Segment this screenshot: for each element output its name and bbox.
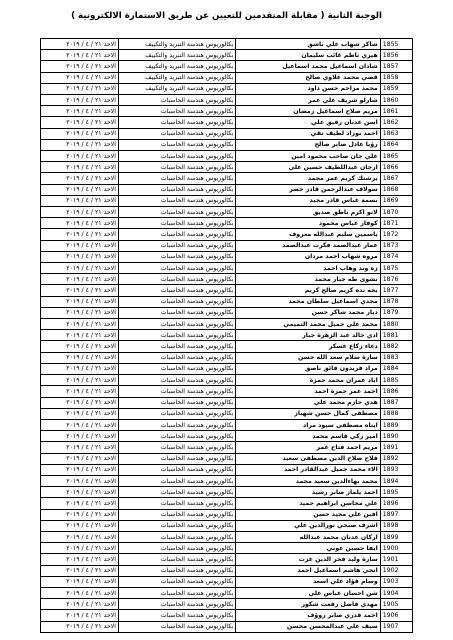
table-row (41, 274, 413, 285)
serial-number-cell: 1878 (380, 296, 412, 307)
interview-date-cell: الاحد ٢١ / ٤ / ٢٠١٩ (41, 397, 119, 408)
degree-specialization-cell: بكالوريوس هندسة الحاسبات (118, 139, 235, 150)
degree-specialization-cell: بكالوريوس هندسة الحاسبات (118, 565, 235, 576)
applicant-name-cell: علي محاسن ابراهيم حميد (236, 498, 380, 509)
serial-number-cell: 1873 (380, 240, 412, 251)
interview-date-cell: الاحد ٢١ / ٤ / ٢٠١٩ (41, 184, 119, 195)
table-row (41, 139, 413, 150)
interview-date-cell: الاحد ٢١ / ٤ / ٢٠١٩ (41, 72, 119, 83)
interview-date-cell: الاحد ٢١ / ٤ / ٢٠١٩ (41, 587, 119, 598)
applicant-name-cell: سيف علي عبدالمحسن محسن (236, 621, 380, 632)
degree-specialization-cell: بكالوريوس هندسة الحاسبات (118, 296, 235, 307)
interview-date-cell: الاحد ٢١ / ٤ / ٢٠١٩ (41, 509, 119, 520)
applicant-name-cell: اسن عدنان رفيق علي (236, 117, 380, 128)
serial-number-cell: 1864 (380, 139, 412, 150)
applicant-name-cell: سولاف عبدالرحمن قادر خضر (236, 184, 380, 195)
interview-date-cell: الاحد ٢١ / ٤ / ٢٠١٩ (41, 610, 119, 621)
table-row (41, 453, 413, 464)
table-row (41, 195, 413, 206)
table-row (41, 509, 413, 520)
serial-number-cell: 1881 (380, 330, 412, 341)
applicant-name-cell: مهدي فاضل رفعت شكور (236, 599, 380, 610)
applicant-name-cell: ارجان عبداللطيف حسين علي (236, 162, 380, 173)
serial-number-cell: 1879 (380, 307, 412, 318)
serial-number-cell: 1896 (380, 498, 412, 509)
interview-date-cell: الاحد ٢١ / ٤ / ٢٠١٩ (41, 375, 119, 386)
applicant-name-cell: فلاح صلاح الدين مصطفى سعيد (236, 453, 380, 464)
degree-specialization-cell: بكالوريوس هندسة الحاسبات (118, 576, 235, 587)
applicant-name-cell: شن احسان عباس علي (236, 587, 380, 598)
interview-date-cell: الاحد ٢١ / ٤ / ٢٠١٩ (41, 274, 119, 285)
table-row (41, 117, 413, 128)
degree-specialization-cell: بكالوريوس هندسة الحاسبات (118, 375, 235, 386)
interview-date-cell: الاحد ٢١ / ٤ / ٢٠١٩ (41, 442, 119, 453)
applicant-name-cell: نشوى طه جبار محمد (236, 274, 380, 285)
serial-number-cell: 1903 (380, 576, 412, 587)
serial-number-cell: 1859 (380, 83, 412, 94)
degree-specialization-cell: بكالوريوس هندسة الحاسبات (118, 475, 235, 486)
serial-number-cell: 1899 (380, 531, 412, 542)
interview-date-cell: الاحد ٢١ / ٤ / ٢٠١٩ (41, 520, 119, 531)
interview-date-cell: الاحد ٢١ / ٤ / ٢٠١٩ (41, 341, 119, 352)
applicant-name-cell: امير زكي قاسم محمد (236, 431, 380, 442)
table-row (41, 39, 413, 50)
table-row (41, 162, 413, 173)
interview-date-cell: الاحد ٢١ / ٤ / ٢٠١٩ (41, 531, 119, 542)
applicant-name-cell: مصطفى كمال حسن شهباز (236, 408, 380, 419)
serial-number-cell: 1900 (380, 543, 412, 554)
table-row (41, 72, 413, 83)
interview-date-cell: الاحد ٢١ / ٤ / ٢٠١٩ (41, 251, 119, 262)
serial-number-cell: 1868 (380, 184, 412, 195)
table-row (41, 487, 413, 498)
applicant-name-cell: عمار عبدالصمد فكرت عبدالصمد (236, 240, 380, 251)
applicant-name-cell: احمد نوزاد لطيف تقي (236, 128, 380, 139)
degree-specialization-cell: بكالوريوس هندسة الحاسبات (118, 431, 235, 442)
serial-number-cell: 1891 (380, 442, 412, 453)
degree-specialization-cell: بكالوريوس هندسة الحاسبات (118, 408, 235, 419)
interview-date-cell: الاحد ٢١ / ٤ / ٢٠١٩ (41, 83, 119, 94)
table-row (41, 285, 413, 296)
interview-date-cell: الاحد ٢١ / ٤ / ٢٠١٩ (41, 61, 119, 72)
degree-specialization-cell: بكالوريوس هندسة التبريد والتكييف (118, 72, 235, 83)
degree-specialization-cell: بكالوريوس هندسة الحاسبات (118, 419, 235, 430)
applicant-name-cell: ادي خالد عبد الزهرة جبار (236, 330, 380, 341)
table-row (41, 599, 413, 610)
table-row (41, 319, 413, 330)
table-row (41, 431, 413, 442)
interview-date-cell: الاحد ٢١ / ٤ / ٢٠١٩ (41, 576, 119, 587)
serial-number-cell: 1869 (380, 195, 412, 206)
table-row (41, 397, 413, 408)
interview-date-cell: الاحد ٢١ / ٤ / ٢٠١٩ (41, 218, 119, 229)
interview-date-cell: الاحد ٢١ / ٤ / ٢٠١٩ (41, 229, 119, 240)
serial-number-cell: 1885 (380, 375, 412, 386)
serial-number-cell: 1890 (380, 431, 412, 442)
table-row (41, 386, 413, 397)
interview-date-cell: الاحد ٢١ / ٤ / ٢٠١٩ (41, 128, 119, 139)
serial-number-cell: 1906 (380, 610, 412, 621)
serial-number-cell: 1884 (380, 363, 412, 374)
serial-number-cell: 1897 (380, 509, 412, 520)
serial-number-cell: 1855 (380, 39, 412, 50)
degree-specialization-cell: بكالوريوس هندسة الحاسبات (118, 218, 235, 229)
degree-specialization-cell: بكالوريوس هندسة الحاسبات (118, 173, 235, 184)
serial-number-cell: 1876 (380, 274, 412, 285)
degree-specialization-cell: بكالوريوس هندسة الحاسبات (118, 498, 235, 509)
table-row (41, 554, 413, 565)
degree-specialization-cell: بكالوريوس هندسة الحاسبات (118, 207, 235, 218)
applicant-name-cell: مراد فريدون فائق ناصق (236, 363, 380, 374)
applicant-name-cell: مريم احمد فتاح عمر (236, 442, 380, 453)
table-row (41, 330, 413, 341)
interview-date-cell: الاحد ٢١ / ٤ / ٢٠١٩ (41, 117, 119, 128)
applicant-name-cell: اشرف صبحي نورالدين علي (236, 520, 380, 531)
interview-date-cell: الاحد ٢١ / ٤ / ٢٠١٩ (41, 363, 119, 374)
degree-specialization-cell: بكالوريوس هندسة الحاسبات (118, 274, 235, 285)
degree-specialization-cell: بكالوريوس هندسة الحاسبات (118, 240, 235, 251)
applicant-name-cell: سارة سلام سعد الله حسن (236, 352, 380, 363)
applicant-name-cell: الاء محمد جميل عبدالقادر احمد (236, 464, 380, 475)
table-row (41, 475, 413, 486)
serial-number-cell: 1880 (380, 319, 412, 330)
table-row (41, 61, 413, 72)
interview-date-cell: الاحد ٢١ / ٤ / ٢٠١٩ (41, 39, 119, 50)
interview-date-cell: الاحد ٢١ / ٤ / ٢٠١٩ (41, 487, 119, 498)
table-row (41, 83, 413, 94)
serial-number-cell: 1871 (380, 218, 412, 229)
interview-date-cell: الاحد ٢١ / ٤ / ٢٠١٩ (41, 475, 119, 486)
applicants-table (40, 38, 413, 633)
degree-specialization-cell: بكالوريوس هندسة الحاسبات (118, 520, 235, 531)
applicant-name-cell: مروه شهاب احمد مردان (236, 251, 380, 262)
table-row (41, 464, 413, 475)
interview-date-cell: الاحد ٢١ / ٤ / ٢٠١٩ (41, 95, 119, 106)
table-row (41, 587, 413, 598)
applicant-name-cell: شارلو شريف علي عمر (236, 95, 380, 106)
applicant-name-cell: مجدي اسماعيل سلطان محمد (236, 296, 380, 307)
applicant-name-cell: كوفار عباس محمود (236, 218, 380, 229)
applicant-name-cell: ديار محمد شاكر حسن (236, 307, 380, 318)
applicant-name-cell: افين علي مجيد حسن (236, 509, 380, 520)
interview-date-cell: الاحد ٢١ / ٤ / ٢٠١٩ (41, 139, 119, 150)
serial-number-cell: 1874 (380, 251, 412, 262)
table-row (41, 184, 413, 195)
interview-date-cell: الاحد ٢١ / ٤ / ٢٠١٩ (41, 240, 119, 251)
degree-specialization-cell: بكالوريوس هندسة الحاسبات (118, 352, 235, 363)
table-row (41, 419, 413, 430)
degree-specialization-cell: بكالوريوس هندسة الحاسبات (118, 397, 235, 408)
serial-number-cell: 1902 (380, 565, 412, 576)
degree-specialization-cell: بكالوريوس هندسة الحاسبات (118, 610, 235, 621)
interview-date-cell: الاحد ٢١ / ٤ / ٢٠١٩ (41, 565, 119, 576)
table-row (41, 207, 413, 218)
table-row (41, 442, 413, 453)
table-row (41, 106, 413, 117)
applicant-name-cell: انجي هاشم اسماعيل احمد (236, 565, 380, 576)
table-row (41, 498, 413, 509)
page-title: الوجبة الثانية ( مقابلة المتقدمين للتعيين عن طريق الاستمارة الالكترونية ) (71, 11, 382, 21)
degree-specialization-cell: بكالوريوس هندسة الحاسبات (118, 95, 235, 106)
applicant-name-cell: احمد قدري صابر روؤف (236, 610, 380, 621)
applicant-name-cell: علي جان صاحب محمود امين (236, 151, 380, 162)
table-row (41, 520, 413, 531)
degree-specialization-cell: بكالوريوس هندسة الحاسبات (118, 307, 235, 318)
interview-date-cell: الاحد ٢١ / ٤ / ٢٠١٩ (41, 408, 119, 419)
degree-specialization-cell: بكالوريوس هندسة الحاسبات (118, 587, 235, 598)
interview-date-cell: الاحد ٢١ / ٤ / ٢٠١٩ (41, 296, 119, 307)
applicant-name-cell: رؤيا عادل صابر صالح (236, 139, 380, 150)
table-row (41, 50, 413, 61)
table-row (41, 341, 413, 352)
serial-number-cell: 1901 (380, 554, 412, 565)
degree-specialization-cell: بكالوريوس هندسة الحاسبات (118, 285, 235, 296)
applicant-name-cell: احمد يلماز صابر رشيد (236, 487, 380, 498)
degree-specialization-cell: بكالوريوس هندسة الحاسبات (118, 128, 235, 139)
degree-specialization-cell: بكالوريوس هندسة الحاسبات (118, 251, 235, 262)
table-row (41, 610, 413, 621)
table-row (41, 296, 413, 307)
degree-specialization-cell: بكالوريوس هندسة الحاسبات (118, 554, 235, 565)
serial-number-cell: 1875 (380, 263, 412, 274)
applicants-table-body (41, 39, 413, 633)
applicant-name-cell: لانو اكرم ناطق صديق (236, 207, 380, 218)
serial-number-cell: 1895 (380, 487, 412, 498)
table-row (41, 531, 413, 542)
applicant-name-cell: محمد مزاحم حسن داود (236, 83, 380, 94)
serial-number-cell: 1892 (380, 453, 412, 464)
interview-date-cell: الاحد ٢١ / ٤ / ٢٠١٩ (41, 464, 119, 475)
table-row (41, 151, 413, 162)
degree-specialization-cell: بكالوريوس هندسة الحاسبات (118, 229, 235, 240)
serial-number-cell: 1872 (380, 229, 412, 240)
serial-number-cell: 1857 (380, 61, 412, 72)
applicant-name-cell: احمد عمر حمزة احمد (236, 386, 380, 397)
degree-specialization-cell: بكالوريوس هندسة الحاسبات (118, 464, 235, 475)
degree-specialization-cell: بكالوريوس هندسة الحاسبات (118, 151, 235, 162)
applicant-name-cell: ايناه مصطفى سيود مراد (236, 419, 380, 430)
interview-date-cell: الاحد ٢١ / ٤ / ٢٠١٩ (41, 543, 119, 554)
serial-number-cell: 1860 (380, 95, 412, 106)
table-row (41, 263, 413, 274)
interview-date-cell: الاحد ٢١ / ٤ / ٢٠١٩ (41, 307, 119, 318)
serial-number-cell: 1867 (380, 173, 412, 184)
degree-specialization-cell: بكالوريوس هندسة الحاسبات (118, 330, 235, 341)
interview-date-cell: الاحد ٢١ / ٤ / ٢٠١٩ (41, 419, 119, 430)
serial-number-cell: 1886 (380, 386, 412, 397)
table-row (41, 240, 413, 251)
interview-date-cell: الاحد ٢١ / ٤ / ٢٠١٩ (41, 621, 119, 632)
degree-specialization-cell: بكالوريوس هندسة الحاسبات (118, 195, 235, 206)
applicant-name-cell: وسام فؤاد علي اسعد (236, 576, 380, 587)
interview-date-cell: الاحد ٢١ / ٤ / ٢٠١٩ (41, 106, 119, 117)
table-row (41, 307, 413, 318)
degree-specialization-cell: بكالوريوس هندسة الحاسبات (118, 162, 235, 173)
degree-specialization-cell: بكالوريوس هندسة الحاسبات (118, 263, 235, 274)
applicant-name-cell: زه وند وهاب احمد (236, 263, 380, 274)
serial-number-cell: 1862 (380, 117, 412, 128)
serial-number-cell: 1866 (380, 162, 412, 173)
applicant-name-cell: يرشنك كريم عمر محمد (236, 173, 380, 184)
interview-date-cell: الاحد ٢١ / ٤ / ٢٠١٩ (41, 263, 119, 274)
serial-number-cell: 1898 (380, 520, 412, 531)
serial-number-cell: 1889 (380, 419, 412, 430)
serial-number-cell: 1883 (380, 352, 412, 363)
applicant-name-cell: اركان عدنان محمد عبدالله (236, 531, 380, 542)
degree-specialization-cell: بكالوريوس هندسة الحاسبات (118, 184, 235, 195)
interview-date-cell: الاحد ٢١ / ٤ / ٢٠١٩ (41, 554, 119, 565)
serial-number-cell: 1863 (380, 128, 412, 139)
degree-specialization-cell: بكالوريوس هندسة الحاسبات (118, 341, 235, 352)
table-row (41, 251, 413, 262)
interview-date-cell: الاحد ٢١ / ٤ / ٢٠١٩ (41, 207, 119, 218)
applicant-name-cell: شادان اسماعيل محمد اسماعيل (236, 61, 380, 72)
applicant-name-cell: ياسمين سليم عبدالله معروف (236, 229, 380, 240)
applicant-name-cell: محمد علي جميل محمد التميمي (236, 319, 380, 330)
serial-number-cell: 1894 (380, 475, 412, 486)
interview-date-cell: الاحد ٢١ / ٤ / ٢٠١٩ (41, 50, 119, 61)
serial-number-cell: 1907 (380, 621, 412, 632)
interview-date-cell: الاحد ٢١ / ٤ / ٢٠١٩ (41, 453, 119, 464)
degree-specialization-cell: بكالوريوس هندسة الحاسبات (118, 621, 235, 632)
serial-number-cell: 1882 (380, 341, 412, 352)
degree-specialization-cell: بكالوريوس هندسة الحاسبات (118, 386, 235, 397)
degree-specialization-cell: بكالوريوس هندسة الحاسبات (118, 106, 235, 117)
degree-specialization-cell: بكالوريوس هندسة الحاسبات (118, 453, 235, 464)
table-row (41, 543, 413, 554)
serial-number-cell: 1865 (380, 151, 412, 162)
applicant-name-cell: اياد عمران محمد حمزة (236, 375, 380, 386)
degree-specialization-cell: بكالوريوس هندسة الحاسبات (118, 319, 235, 330)
table-row (41, 576, 413, 587)
applicant-name-cell: بخه نده كريم صالح كريم (236, 285, 380, 296)
interview-date-cell: الاحد ٢١ / ٤ / ٢٠١٩ (41, 498, 119, 509)
serial-number-cell: 1905 (380, 599, 412, 610)
interview-date-cell: الاحد ٢١ / ٤ / ٢٠١٩ (41, 151, 119, 162)
interview-date-cell: الاحد ٢١ / ٤ / ٢٠١٩ (41, 330, 119, 341)
interview-date-cell: الاحد ٢١ / ٤ / ٢٠١٩ (41, 431, 119, 442)
table-row (41, 621, 413, 632)
table-row (41, 408, 413, 419)
serial-number-cell: 1861 (380, 106, 412, 117)
table-row (41, 218, 413, 229)
applicant-name-cell: هيري ناظم غائب سليمان (236, 50, 380, 61)
degree-specialization-cell: بكالوريوس هندسة الحاسبات (118, 531, 235, 542)
serial-number-cell: 1887 (380, 397, 412, 408)
table-row (41, 363, 413, 374)
degree-specialization-cell: بكالوريوس هندسة الحاسبات (118, 117, 235, 128)
degree-specialization-cell: بكالوريوس هندسة الحاسبات (118, 599, 235, 610)
interview-date-cell: الاحد ٢١ / ٤ / ٢٠١٩ (41, 195, 119, 206)
table-row (41, 375, 413, 386)
interview-date-cell: الاحد ٢١ / ٤ / ٢٠١٩ (41, 352, 119, 363)
serial-number-cell: 1870 (380, 207, 412, 218)
degree-specialization-cell: بكالوريوس هندسة التبريد والتكييف (118, 50, 235, 61)
table-row (41, 95, 413, 106)
applicant-name-cell: قصي محمد علاوي صالح (236, 72, 380, 83)
degree-specialization-cell: بكالوريوس هندسة الحاسبات (118, 543, 235, 554)
serial-number-cell: 1877 (380, 285, 412, 296)
degree-specialization-cell: بكالوريوس هندسة التبريد والتكييف (118, 83, 235, 94)
serial-number-cell: 1858 (380, 72, 412, 83)
applicant-name-cell: ايفا حسين عوني (236, 543, 380, 554)
degree-specialization-cell: بكالوريوس هندسة الحاسبات (118, 509, 235, 520)
applicant-name-cell: مريم صلاح اسماعيل رمضان (236, 106, 380, 117)
applicant-name-cell: شاكر شهاب علي ناشق (236, 39, 380, 50)
degree-specialization-cell: بكالوريوس هندسة الحاسبات (118, 442, 235, 453)
interview-date-cell: الاحد ٢١ / ٤ / ٢٠١٩ (41, 285, 119, 296)
serial-number-cell: 1856 (380, 50, 412, 61)
interview-date-cell: الاحد ٢١ / ٤ / ٢٠١٩ (41, 162, 119, 173)
degree-specialization-cell: بكالوريوس هندسة الحاسبات (118, 363, 235, 374)
interview-date-cell: الاحد ٢١ / ٤ / ٢٠١٩ (41, 173, 119, 184)
serial-number-cell: 1904 (380, 587, 412, 598)
table-row (41, 352, 413, 363)
interview-date-cell: الاحد ٢١ / ٤ / ٢٠١٩ (41, 599, 119, 610)
applicant-name-cell: سارة وليد فخر الدين عزت (236, 554, 380, 565)
degree-specialization-cell: بكالوريوس هندسة التبريد والتكييف (118, 61, 235, 72)
table-row (41, 128, 413, 139)
table-row (41, 173, 413, 184)
serial-number-cell: 1893 (380, 464, 412, 475)
interview-date-cell: الاحد ٢١ / ٤ / ٢٠١٩ (41, 319, 119, 330)
interview-date-cell: الاحد ٢١ / ٤ / ٢٠١٩ (41, 386, 119, 397)
applicant-name-cell: بسمة عباس قادر مجيد (236, 195, 380, 206)
degree-specialization-cell: بكالوريوس هندسة التبريد والتكييف (118, 39, 235, 50)
table-row (41, 229, 413, 240)
serial-number-cell: 1888 (380, 408, 412, 419)
degree-specialization-cell: بكالوريوس هندسة الحاسبات (118, 487, 235, 498)
applicant-name-cell: هدي حازم محمد علي (236, 397, 380, 408)
applicant-name-cell: محمد بهاءالدين سعيد محمد (236, 475, 380, 486)
applicant-name-cell: دعاء زكاع عسكر (236, 341, 380, 352)
table-row (41, 565, 413, 576)
